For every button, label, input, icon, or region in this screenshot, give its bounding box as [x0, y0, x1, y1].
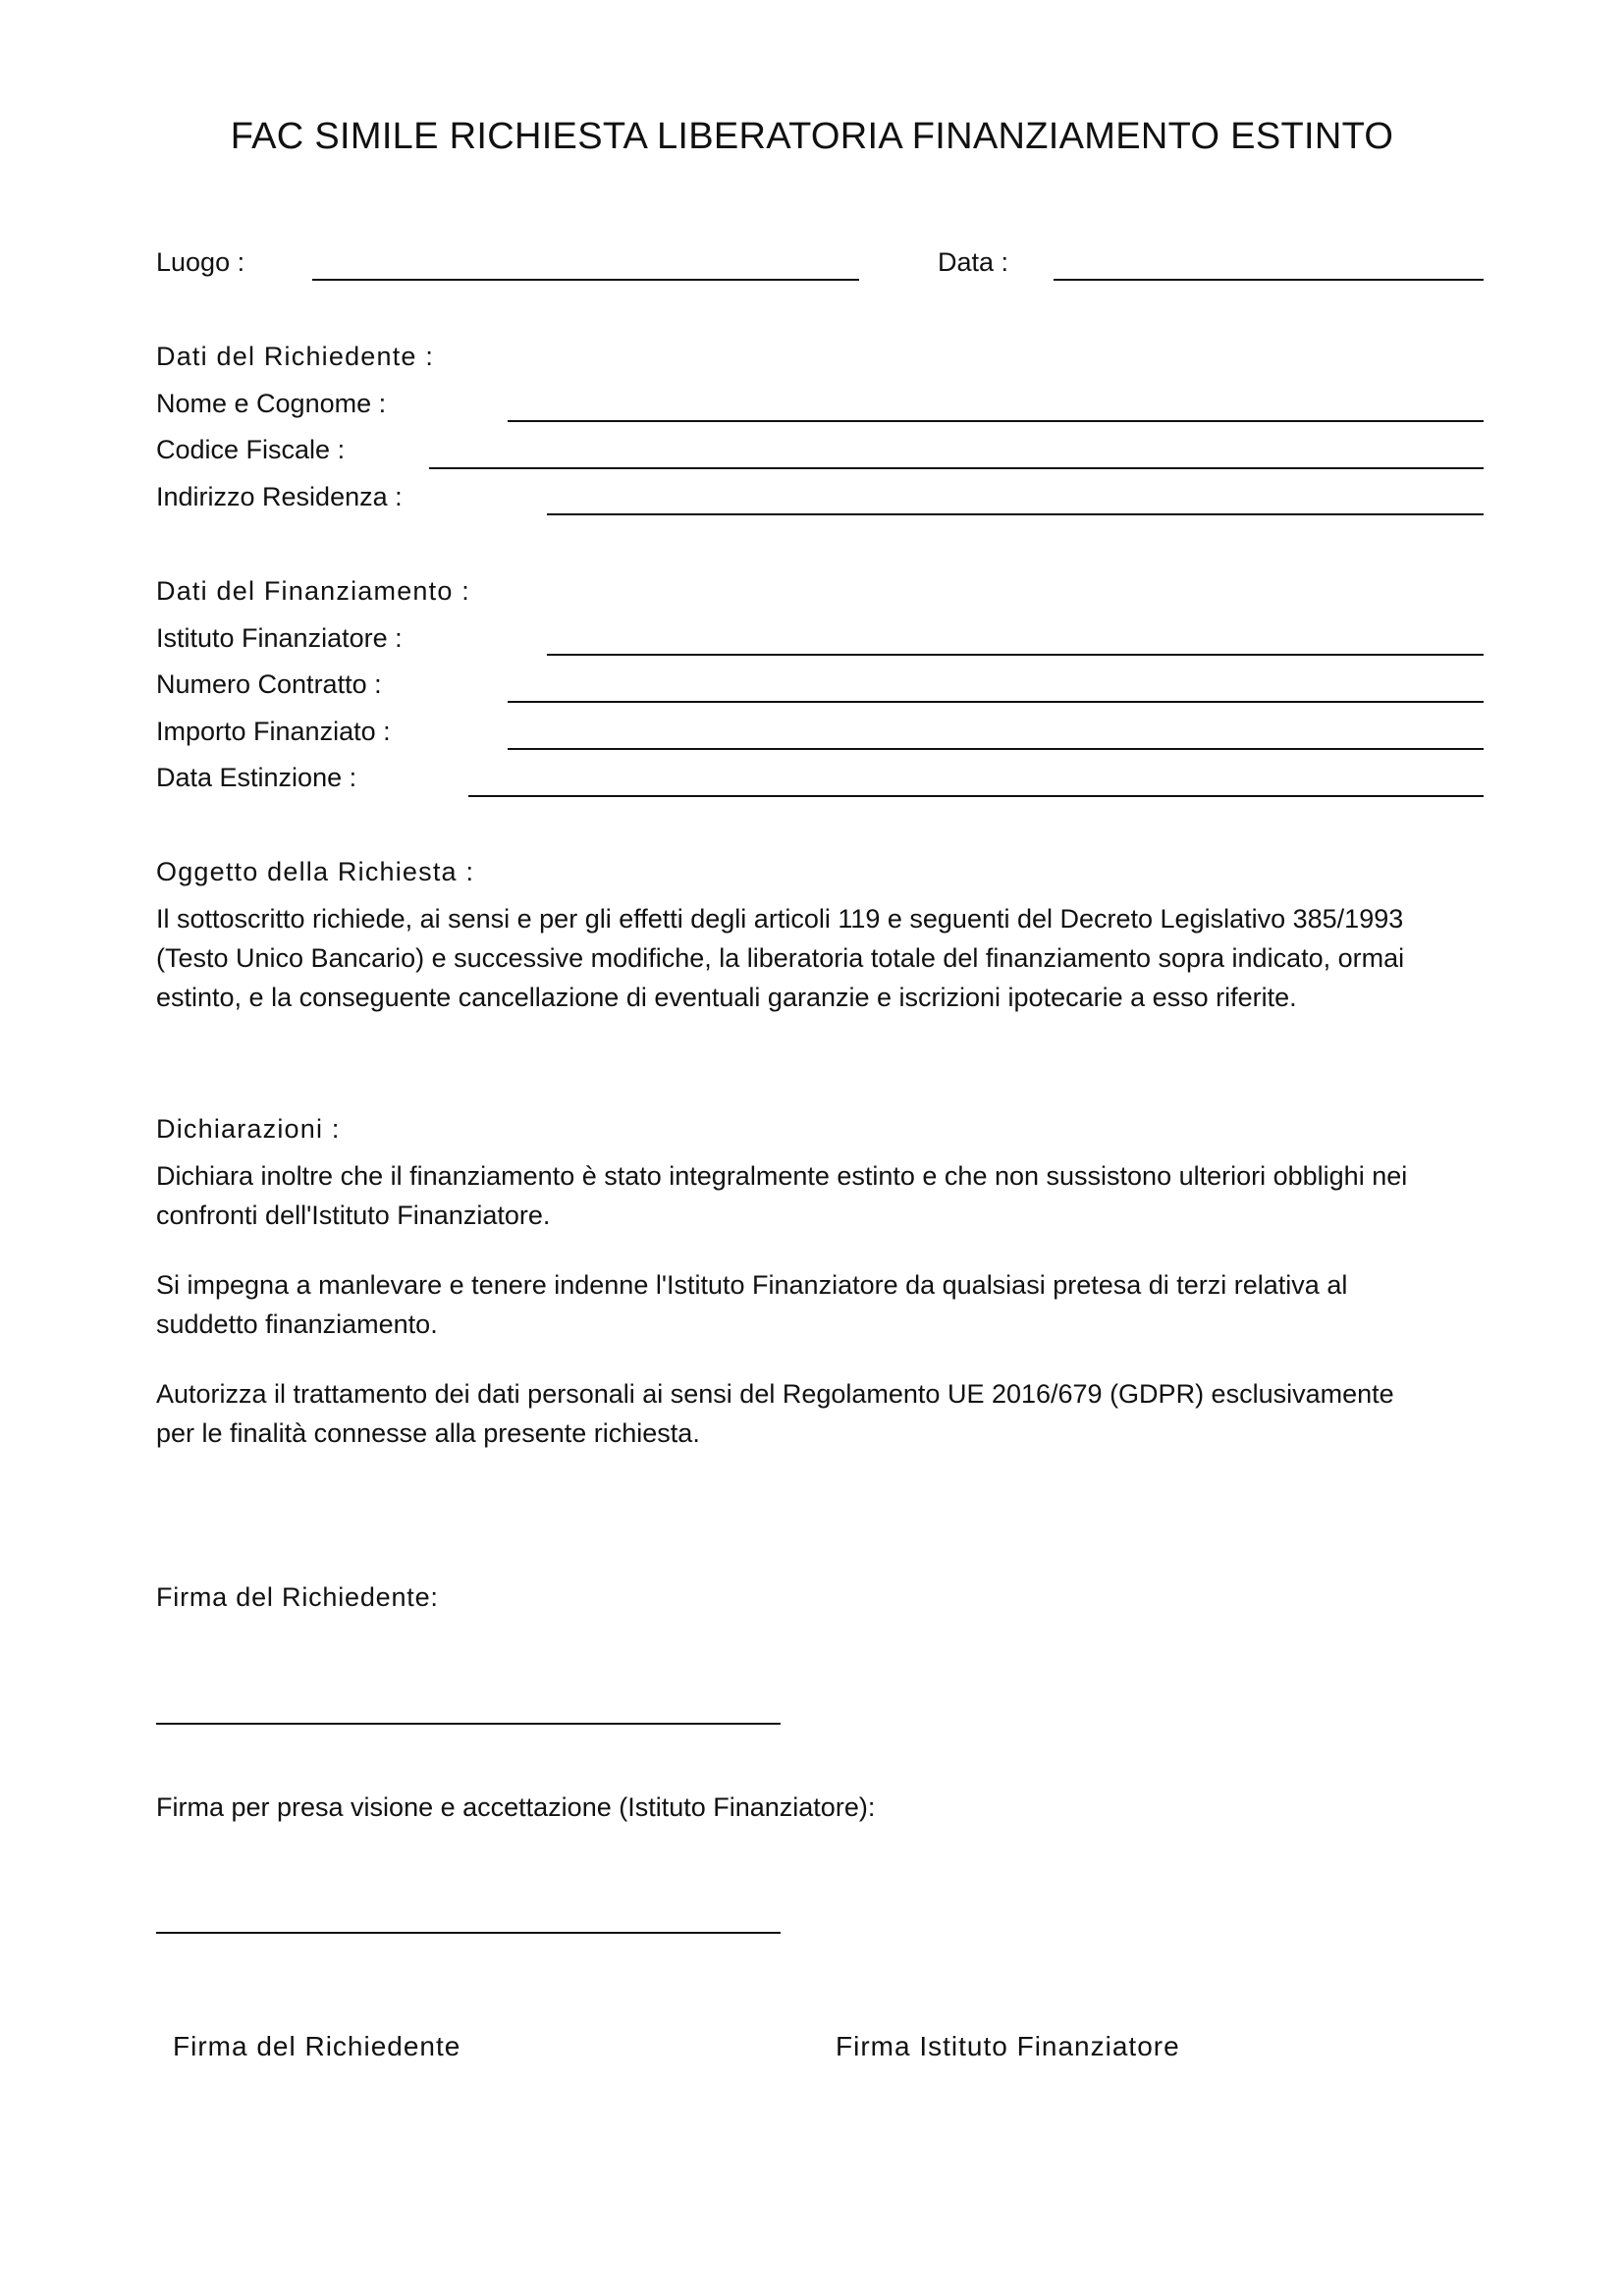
- firma-istituto-line[interactable]: [156, 1932, 781, 1934]
- finanziamento-heading: Dati del Finanziamento :: [156, 576, 470, 606]
- oggetto-line: Il sottoscritto richiede, ai sensi e per gli effetti degli articoli 119 e seguenti del Decreto Legislativo 385/1993: [156, 904, 1404, 934]
- dichiarazione-paragraph-1: [156, 1156, 1472, 1235]
- dichiarazione-line: suddetto finanziamento.: [156, 1309, 438, 1339]
- firma-richiedente-line[interactable]: [156, 1723, 781, 1725]
- dichiarazione-line: Si impegna a manlevare e tenere indenne l'Istituto Finanziatore da qualsiasi pretesa di terzi relativa al: [156, 1270, 1348, 1300]
- luogo-label: Luogo :: [156, 247, 245, 277]
- luogo-field[interactable]: [312, 279, 859, 281]
- codice-fiscale-label: Codice Fiscale :: [156, 435, 346, 464]
- oggetto-line: (Testo Unico Bancario) e successive modifiche, la liberatoria totale del finanziamento sopra indicato, ormai: [156, 943, 1405, 973]
- oggetto-paragraph: [156, 899, 1472, 1017]
- richiedente-heading: Dati del Richiedente :: [156, 342, 435, 371]
- istituto-field[interactable]: [547, 654, 1484, 656]
- dichiarazione-paragraph-3: [156, 1374, 1472, 1453]
- oggetto-heading: Oggetto della Richiesta :: [156, 857, 475, 886]
- data-estinzione-label: Data Estinzione :: [156, 763, 357, 792]
- nome-cognome-label: Nome e Cognome :: [156, 389, 387, 418]
- oggetto-line: estinto, e la conseguente cancellazione di eventuali garanzie e iscrizioni ipotecarie a esso riferite.: [156, 983, 1297, 1012]
- footer-firma-richiedente: Firma del Richiedente: [173, 2031, 461, 2061]
- footer-firma-istituto: Firma Istituto Finanziatore: [836, 2031, 1180, 2061]
- numero-contratto-label: Numero Contratto :: [156, 669, 382, 699]
- istituto-label: Istituto Finanziatore :: [156, 623, 403, 653]
- dichiarazione-paragraph-2: [156, 1265, 1472, 1344]
- indirizzo-field[interactable]: [547, 513, 1484, 515]
- dichiarazione-line: Dichiara inoltre che il finanziamento è stato integralmente estinto e che non sussistono ulteriori obblighi nei: [156, 1161, 1408, 1191]
- data-label: Data :: [938, 247, 1009, 277]
- codice-fiscale-field[interactable]: [429, 467, 1484, 469]
- data-estinzione-field[interactable]: [468, 795, 1484, 797]
- numero-contratto-field[interactable]: [508, 701, 1484, 703]
- importo-label: Importo Finanziato :: [156, 717, 391, 746]
- dichiarazione-line: per le finalità connesse alla presente richiesta.: [156, 1418, 700, 1448]
- nome-cognome-field[interactable]: [508, 420, 1484, 422]
- document-title: FAC SIMILE RICHIESTA LIBERATORIA FINANZIAMENTO ESTINTO: [230, 116, 1394, 157]
- firma-richiedente-label: Firma del Richiedente:: [156, 1582, 439, 1612]
- dichiarazione-line: Autorizza il trattamento dei dati personali ai sensi del Regolamento UE 2016/679 (GDPR) esclusivamente: [156, 1379, 1394, 1409]
- dichiarazioni-heading: Dichiarazioni :: [156, 1114, 341, 1144]
- data-field[interactable]: [1054, 279, 1484, 281]
- indirizzo-label: Indirizzo Residenza :: [156, 482, 403, 511]
- dichiarazione-line: confronti dell'Istituto Finanziatore.: [156, 1201, 551, 1230]
- importo-field[interactable]: [508, 748, 1484, 750]
- firma-istituto-label: Firma per presa visione e accettazione (Istituto Finanziatore):: [156, 1792, 876, 1822]
